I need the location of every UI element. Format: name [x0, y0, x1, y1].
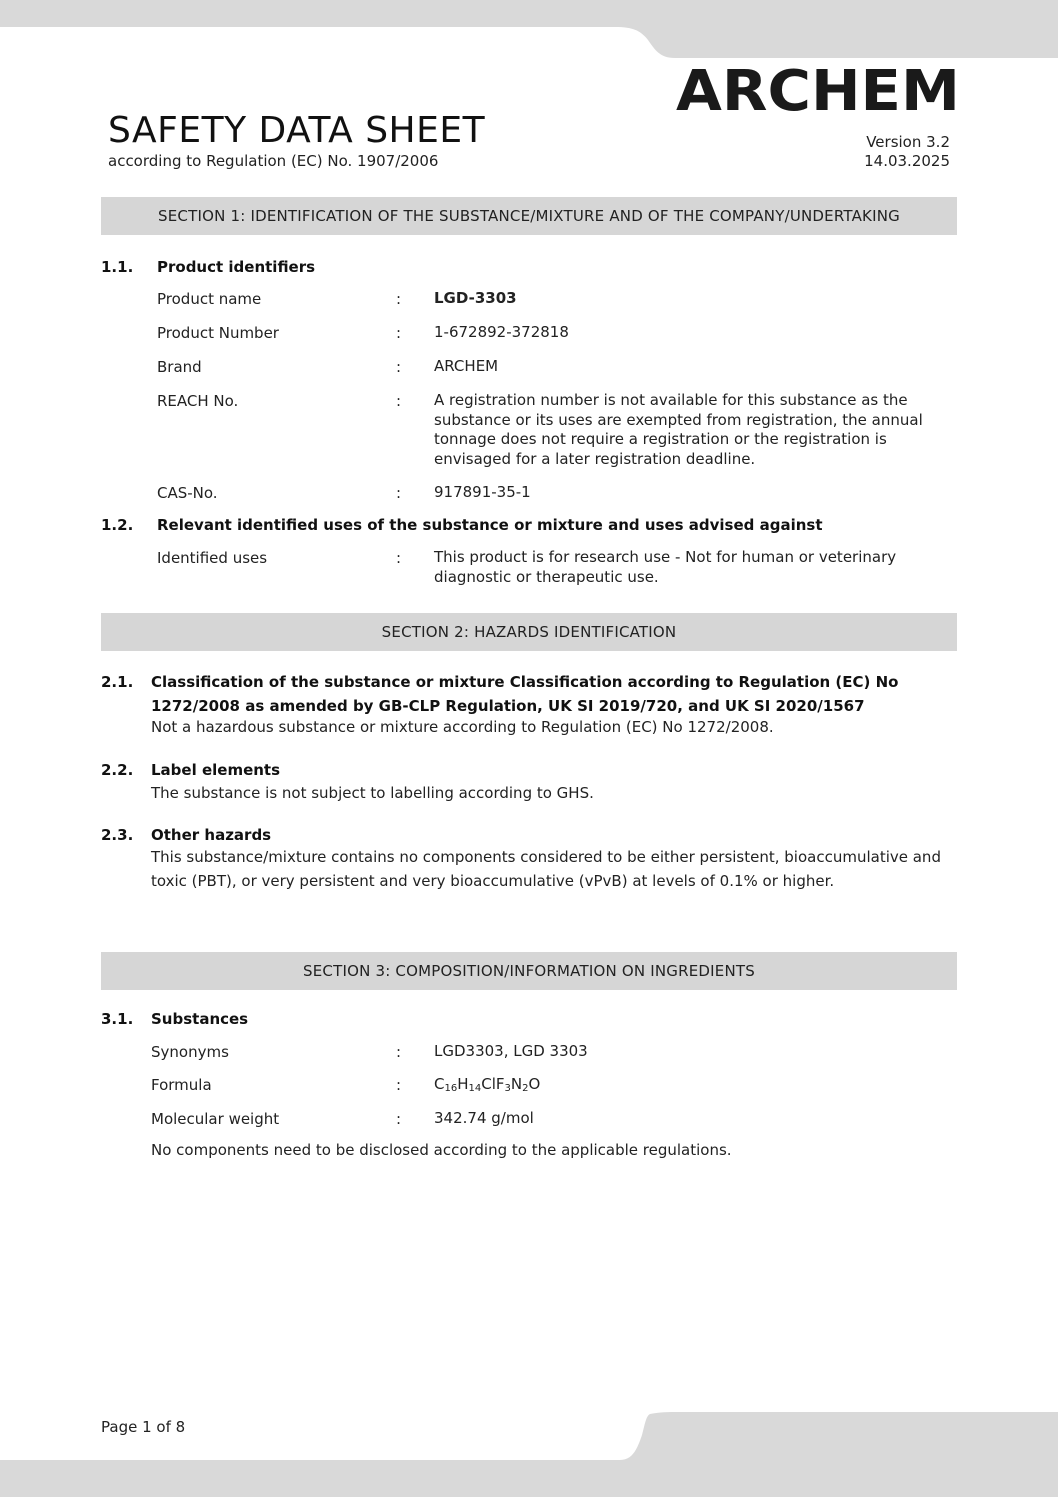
page-number: Page 1 of 8 — [101, 1418, 186, 1436]
section-3-bar — [101, 952, 957, 990]
field-colon: : — [396, 549, 402, 567]
section-1-title: SECTION 1: IDENTIFICATION OF THE SUBSTANCE/MIXTURE AND OF THE COMPANY/UNDERTAKING — [158, 207, 900, 225]
field-label: Formula — [151, 1076, 212, 1094]
synonyms-value: LGD3303, LGD 3303 — [434, 1042, 588, 1060]
field-label: Brand — [157, 358, 202, 376]
archem-logo — [676, 64, 960, 116]
components-note: No components need to be disclosed according to the applicable regulations. — [151, 1141, 732, 1159]
archem-logo-text: ARCHEM — [676, 64, 960, 116]
field-colon: : — [396, 484, 402, 502]
field-colon: : — [396, 358, 402, 376]
subsection-number: 1.2. — [101, 516, 134, 534]
subsection-heading: Substances — [151, 1010, 249, 1028]
reach-number-value: A registration number is not available for this substance as the substance or its uses are exempted from registration, the annual tonnage does not require a registration or the registration is envisaged for a later registration deadline. — [434, 391, 923, 468]
subsection-heading: Classification of the substance or mixture Classification according to Regulation (EC) No 1272/2008 as amended by GB-CLP Regulation, UK SI 2019/720, and UK SI 2020/1567 — [151, 673, 899, 715]
subsection-heading: Label elements — [151, 761, 281, 779]
field-label: Product Number — [157, 324, 279, 342]
version-date: 14.03.2025 — [864, 152, 950, 170]
field-colon: : — [396, 392, 402, 410]
product-number-value: 1-672892-372818 — [434, 323, 569, 341]
subsection-number: 2.2. — [101, 761, 134, 779]
other-hazards-text: This substance/mixture contains no components considered to be either persistent, bioaccumulative and toxic (PBT), or very persistent and very bioaccumulative (vPvB) at levels of 0.1% or higher. — [151, 848, 941, 890]
field-label: Molecular weight — [151, 1110, 280, 1128]
field-colon: : — [396, 324, 402, 342]
subsection-heading: Product identifiers — [157, 258, 316, 276]
field-colon: : — [396, 1110, 402, 1128]
subsection-heading: Other hazards — [151, 826, 272, 844]
molecular-weight-value: 342.74 g/mol — [434, 1109, 534, 1127]
field-label: Synonyms — [151, 1043, 229, 1061]
classification-text: Not a hazardous substance or mixture according to Regulation (EC) No 1272/2008. — [151, 718, 774, 736]
subsection-heading: Relevant identified uses of the substance or mixture and uses advised against — [157, 516, 823, 534]
subsection-number: 1.1. — [101, 258, 134, 276]
field-label: CAS-No. — [157, 484, 218, 502]
version-label: Version 3.2 — [866, 133, 950, 151]
footer-decorative-band — [0, 1400, 1058, 1497]
field-colon: : — [396, 290, 402, 308]
field-colon: : — [396, 1076, 402, 1094]
section-2-title: SECTION 2: HAZARDS IDENTIFICATION — [381, 623, 677, 641]
cas-number-value: 917891-35-1 — [434, 483, 531, 501]
field-label: Identified uses — [157, 549, 268, 567]
section-2-bar — [101, 613, 957, 651]
subsection-number: 2.1. — [101, 673, 134, 691]
brand-value: ARCHEM — [434, 357, 499, 375]
subsection-number: 2.3. — [101, 826, 134, 844]
identified-uses-value: This product is for research use - Not for human or veterinary diagnostic or therapeutic use. — [434, 548, 897, 586]
field-colon: : — [396, 1043, 402, 1061]
product-name-value: LGD-3303 — [434, 289, 517, 307]
section-1-bar — [101, 197, 957, 235]
label-elements-text: The substance is not subject to labelling according to GHS. — [151, 784, 594, 802]
field-label: Product name — [157, 290, 262, 308]
document-title: SAFETY DATA SHEET — [108, 110, 486, 151]
document-subtitle: according to Regulation (EC) No. 1907/2006 — [108, 152, 439, 170]
section-3-title: SECTION 3: COMPOSITION/INFORMATION ON INGREDIENTS — [303, 962, 755, 980]
subsection-number: 3.1. — [101, 1010, 134, 1028]
version-block — [864, 133, 950, 171]
field-label: REACH No. — [157, 392, 239, 410]
formula-value: $C_{16}H_{14}ClF_3N_2O$ — [434, 1075, 541, 1094]
